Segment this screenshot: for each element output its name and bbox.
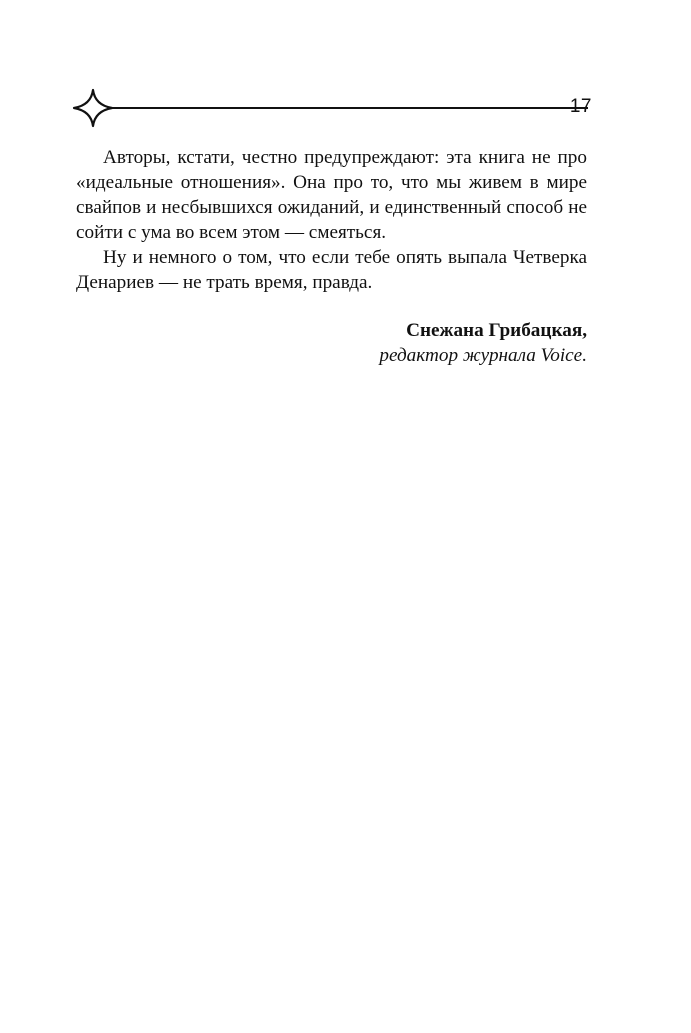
text-body — [76, 145, 587, 368]
paragraph-1: Авторы, кстати, честно предупреждают: эта книга не про «идеальные отношения». Она про то, что мы живем в мире свайпов и несбывшихся ожиданий, и единственный способ не сойти с ума во всем этом — смеяться. — [76, 147, 587, 243]
author-role: редактор журнала Voice. — [379, 345, 587, 366]
header-rule — [110, 107, 588, 109]
page-header — [72, 88, 592, 128]
four-point-star-icon — [72, 88, 114, 128]
paragraph-2: Ну и немного о том, что если тебе опять выпала Четверка Денариев — не трать время, правда. — [76, 247, 587, 293]
page-number: 17 — [569, 96, 592, 117]
signature-block — [76, 318, 587, 368]
author-name: Снежана Грибацкая, — [406, 320, 587, 341]
